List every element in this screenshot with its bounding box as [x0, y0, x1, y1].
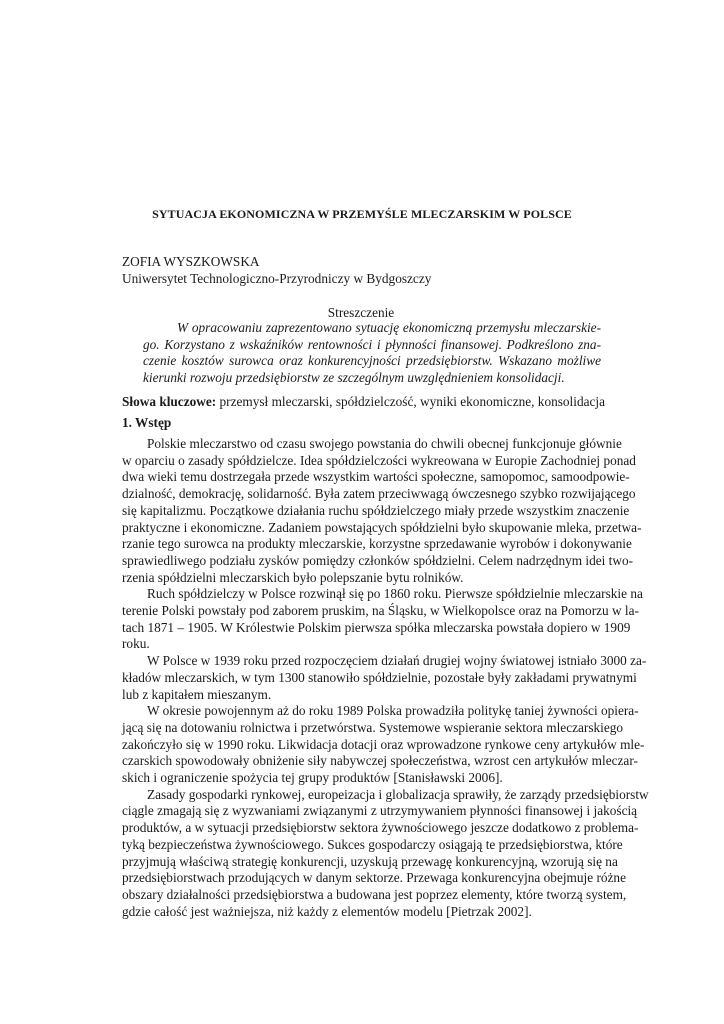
body-line: gdzie całość jest ważniejsza, niż każdy z elementów modelu [Pietrzak 2002].: [122, 903, 532, 919]
body-line: W okresie powojennym aż do roku 1989 Polska prowadziła politykę taniej żywności opiera-: [147, 703, 639, 719]
body-line: dwa wieki temu dostrzegała przede wszystkim wartości społeczne, samopomoc, samoodpowie-: [122, 469, 630, 485]
author-block: [122, 253, 431, 287]
author-affiliation: Uniwersytet Technologiczno-Przyrodniczy w Bydgoszczy: [122, 271, 432, 286]
body-line: rzenia spółdzielni mleczarskich było polepszanie bytu rolników.: [122, 569, 464, 585]
body-line: w oparciu o zasady spółdzielcze. Idea spółdzielczości wykreowana w Europie Zachodniej ponad: [122, 452, 636, 468]
body-line: praktyczne i ekonomiczne. Zadaniem powstających spółdzielni było skupowanie mleka, przetwa-: [122, 519, 642, 535]
body-line: roku.: [122, 636, 150, 652]
abstract-line: czenie kosztów surowca oraz konkurencyjności przedsiębiorstw. Wskazano możliwe: [143, 353, 601, 368]
body-line: Polskie mleczarstwo od czasu swojego powstania do chwili obecnej funkcjonuje głównie: [147, 436, 622, 451]
body-line: przyjmują właściwą strategię konkurencji, uzyskują przewagę konkurencyjną, wzorują się na: [122, 853, 618, 869]
body-line: Zasady gospodarki rynkowej, europeizacja i globalizacja sprawiły, że zarządy przedsiębiorstw: [147, 786, 649, 802]
body-line: produktów, a w sytuacji przedsiębiorstw sektora żywnościowego jeszcze dodatkowo z problema-: [122, 820, 639, 836]
body-line: Ruch spółdzielczy w Polsce rozwinął się po 1860 roku. Pierwsze spółdzielnie mleczarskie na: [147, 586, 643, 602]
body-line: lub z kapitałem mieszanym.: [122, 686, 272, 702]
abstract-line: W opracowaniu zaprezentowano sytuację ekonomiczną przemysłu mleczarskie-: [177, 320, 601, 335]
body-line: rzanie tego surowca na produkty mleczarskie, korzystne sprzedawanie wyrobów i dokonywanie: [122, 536, 632, 552]
abstract-line: kierunki rozwoju przedsiębiorstw ze szczególnym uwzględnieniem konsolidacji.: [143, 369, 565, 385]
keywords-label: Słowa kluczowe:: [122, 394, 217, 409]
body-line: dzialność, demokrację, solidarność. Była zatem przeciwwagą ówczesnego szybko rozwijającego: [122, 486, 636, 502]
author-name: ZOFIA WYSZKOWSKA: [122, 254, 260, 269]
keywords-text: przemysł mleczarski, spółdzielczość, wyniki ekonomiczne, konsolidacja: [216, 394, 605, 409]
body-line: obszary działalności przedsiębiorstwa a budowana jest poprzez elementy, które tworzą system,: [122, 886, 627, 902]
body-line: przedsiębiorstwach przodujących w danym sektorze. Przewaga konkurencyjna obejmuje różne: [122, 870, 626, 886]
abstract-heading: Streszczenie: [327, 305, 395, 320]
keywords: [122, 394, 605, 410]
body-line: czarskich spowodowały obniżenie siły nabywczej społeczeństwa, wzrost cen artykułów mleczar-: [122, 753, 638, 769]
body-line: kładów mleczarskich, w tym 1300 stanowiło spółdzielnie, pozostałe były zakładami prywatnymi: [122, 669, 637, 685]
body-line: się kapitalizmu. Początkowe działania ruchu spółdzielczego miały przede wszystkim znaczenie: [122, 502, 630, 518]
abstract-line: go. Korzystano z wskaźników rentowności i płynności finansowej. Podkreślono zna-: [143, 336, 601, 352]
body-line: sprawiedliwego podziału zysków pomiędzy członków spółdzielni. Celem nadrzędnym idei two-: [122, 552, 634, 568]
paper-title: SYTUACJA EKONOMICZNA W PRZEMYŚLE MLECZARSKIM W POLSCE: [152, 207, 572, 221]
body-line: zakończyło się w 1990 roku. Likwidacja dotacji oraz wprowadzone rynkowe ceny artykułów mle-: [122, 736, 645, 752]
body-line: jącą się na dotowaniu rolnictwa i przetwórstwa. Systemowe wspieranie sektora mleczarskiego: [122, 719, 624, 735]
body-line: ciągle zmagają się z wyzwaniami związanymi z utrzymywaniem płynności finansowej i jakością: [122, 803, 638, 819]
body-line: tach 1871 – 1905. W Królestwie Polskim pierwsza spółka mleczarska powstała dopiero w 1909: [122, 619, 631, 635]
section-heading: 1. Wstęp: [122, 415, 172, 430]
body-line: tyką bezpieczeństwa żywnościowego. Sukces gospodarczy osiągają te przedsiębiorstwa, które: [122, 836, 623, 852]
body-line: W Polsce w 1939 roku przed rozpoczęciem działań drugiej wojny światowej istniało 3000 za-: [147, 653, 647, 669]
body-text: [122, 436, 649, 920]
abstract-text: [143, 320, 601, 386]
body-line: skich i ograniczenie spożycia tej grupy produktów [Stanisławski 2006].: [122, 770, 503, 786]
body-line: terenie Polski powstały pod zaborem pruskim, na Śląsku, w Wielkopolsce oraz na Pomorzu w la-: [122, 603, 639, 619]
